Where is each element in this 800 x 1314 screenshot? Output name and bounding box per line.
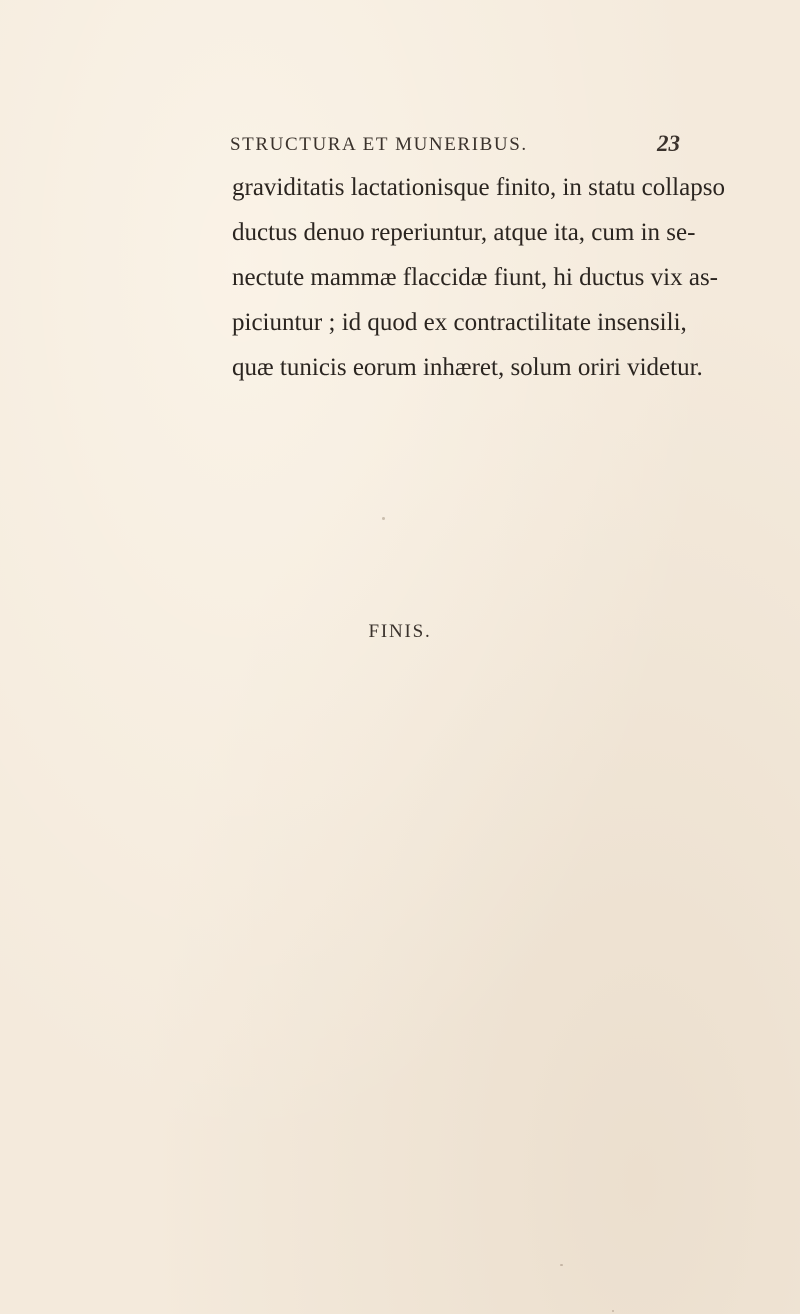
paper-speck	[612, 1310, 614, 1312]
text-line-4: piciuntur ; id quod ex contractilitate insensili,	[232, 309, 687, 336]
text-line-1: graviditatis lactationisque finito, in statu collapso	[232, 174, 725, 201]
running-title: STRUCTURA ET MUNERIBUS.	[230, 134, 528, 155]
page-number: 23	[657, 131, 680, 156]
finis-label: FINIS.	[368, 621, 432, 642]
paper-speck	[382, 517, 385, 520]
text-line-5: quæ tunicis eorum inhæret, solum oriri videtur.	[232, 354, 703, 381]
paper-speck	[560, 1264, 563, 1266]
running-head	[230, 131, 680, 164]
text-line-3: nectute mammæ flaccidæ fiunt, hi ductus vix as-	[232, 264, 718, 291]
text-line-2: ductus denuo reperiuntur, atque ita, cum in se-	[232, 219, 696, 246]
body-paragraph	[232, 165, 725, 390]
